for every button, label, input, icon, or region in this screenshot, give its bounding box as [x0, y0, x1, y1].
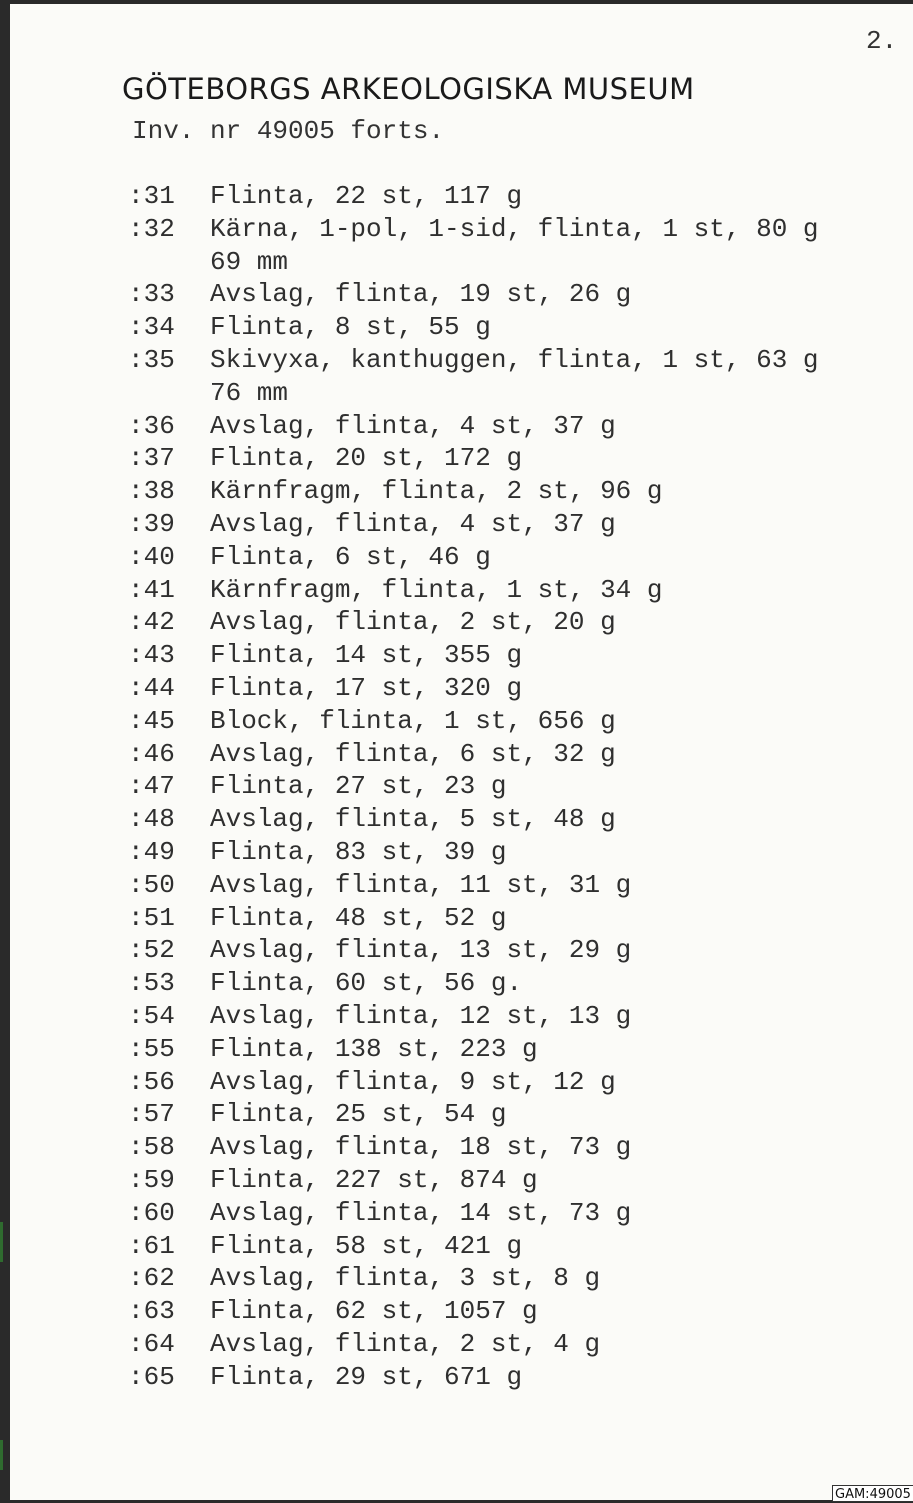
entry-text: Flinta, 58 st, 421 g — [210, 1230, 523, 1261]
list-item — [128, 442, 908, 475]
list-item — [128, 639, 908, 672]
entry-text: Avslag, flinta, 6 st, 32 g — [210, 738, 616, 769]
list-item — [128, 1033, 908, 1066]
list-item — [128, 902, 908, 935]
entry-number: :61 — [128, 1230, 175, 1261]
entry-text: Skivyxa, kanthuggen, flinta, 1 st, 63 g — [210, 344, 819, 375]
entry-number: :60 — [128, 1197, 175, 1228]
entry-number: :35 — [128, 344, 175, 375]
entry-number: :47 — [128, 771, 175, 802]
list-item — [128, 475, 908, 508]
entry-text: Flinta, 27 st, 23 g — [210, 771, 507, 802]
entry-number: :33 — [128, 279, 175, 310]
entry-text: Flinta, 138 st, 223 g — [210, 1033, 538, 1064]
entry-number: :50 — [128, 869, 175, 900]
entry-number: :51 — [128, 902, 175, 933]
list-item — [128, 869, 908, 902]
entry-text: Flinta, 48 st, 52 g — [210, 902, 507, 933]
entry-text: Flinta, 6 st, 46 g — [210, 541, 491, 572]
entry-number: :57 — [128, 1099, 175, 1130]
list-item — [128, 803, 908, 836]
list-item — [128, 344, 908, 377]
entry-number: :42 — [128, 607, 175, 638]
museum-header: GÖTEBORGS ARKEOLOGISKA MUSEUM — [122, 72, 695, 106]
entry-text: Avslag, flinta, 4 st, 37 g — [210, 508, 616, 539]
margin-mark — [0, 1440, 3, 1470]
list-item — [128, 606, 908, 639]
catalog-card — [10, 4, 913, 1500]
entry-number: :45 — [128, 705, 175, 736]
entry-number: :39 — [128, 508, 175, 539]
entry-number: :46 — [128, 738, 175, 769]
list-item — [128, 1000, 908, 1033]
list-item — [128, 180, 908, 213]
list-item-continuation — [128, 246, 908, 279]
entry-text: Kärnfragm, flinta, 1 st, 34 g — [210, 574, 663, 605]
list-item — [128, 705, 908, 738]
entry-text: Avslag, flinta, 14 st, 73 g — [210, 1197, 632, 1228]
page-number: 2. — [866, 26, 898, 56]
entry-text: Avslag, flinta, 3 st, 8 g — [210, 1263, 601, 1294]
list-item — [128, 836, 908, 869]
entry-number: :55 — [128, 1033, 175, 1064]
list-item — [128, 672, 908, 705]
entry-text: Flinta, 22 st, 117 g — [210, 181, 523, 211]
entry-text: Avslag, flinta, 12 st, 13 g — [210, 1000, 632, 1031]
entry-number: :36 — [128, 410, 175, 441]
entry-text: 76 mm — [210, 377, 289, 408]
entry-number: :31 — [128, 181, 175, 211]
list-item — [128, 934, 908, 967]
list-item — [128, 508, 908, 541]
list-item — [128, 541, 908, 574]
list-item — [128, 574, 908, 607]
entry-number: :37 — [128, 443, 175, 474]
margin-mark — [0, 1222, 3, 1262]
entry-text: Flinta, 62 st, 1057 g — [210, 1296, 538, 1327]
entry-text: Avslag, flinta, 13 st, 29 g — [210, 935, 632, 966]
entry-text: Avslag, flinta, 9 st, 12 g — [210, 1066, 616, 1097]
entry-text: Block, flinta, 1 st, 656 g — [210, 705, 616, 736]
entry-text: Flinta, 227 st, 874 g — [210, 1164, 538, 1195]
entry-text: Flinta, 60 st, 56 g. — [210, 968, 523, 999]
entry-number: :43 — [128, 640, 175, 671]
entry-text: Avslag, flinta, 19 st, 26 g — [210, 279, 632, 310]
entry-text: Flinta, 29 st, 671 g — [210, 1361, 523, 1392]
entry-text: Kärnfragm, flinta, 2 st, 96 g — [210, 476, 663, 507]
entry-text: Avslag, flinta, 4 st, 37 g — [210, 410, 616, 441]
inventory-number: Inv. nr 49005 forts. — [132, 116, 445, 146]
entry-number: :38 — [128, 476, 175, 507]
entry-text: Avslag, flinta, 11 st, 31 g — [210, 869, 632, 900]
list-item — [128, 1131, 908, 1164]
list-item — [128, 1328, 908, 1361]
entry-text: 69 mm — [210, 246, 289, 277]
list-item — [128, 738, 908, 771]
entry-number: :41 — [128, 574, 175, 605]
entry-text: Avslag, flinta, 2 st, 4 g — [210, 1328, 601, 1359]
entry-number: :53 — [128, 968, 175, 999]
entry-text: Avslag, flinta, 18 st, 73 g — [210, 1132, 632, 1163]
list-item — [128, 967, 908, 1000]
entry-number: :52 — [128, 935, 175, 966]
entry-number: :65 — [128, 1361, 175, 1392]
entry-number: :59 — [128, 1164, 175, 1195]
entry-text: Flinta, 83 st, 39 g — [210, 836, 507, 867]
entry-text: Kärna, 1-pol, 1-sid, flinta, 1 st, 80 g — [210, 213, 819, 244]
list-item-continuation — [128, 377, 908, 410]
entry-number: :58 — [128, 1132, 175, 1163]
entry-text: Flinta, 8 st, 55 g — [210, 312, 491, 343]
entry-number: :44 — [128, 672, 175, 703]
entry-number: :63 — [128, 1296, 175, 1327]
list-item — [128, 1164, 908, 1197]
entry-number: :56 — [128, 1066, 175, 1097]
list-item — [128, 770, 908, 803]
entry-text: Flinta, 17 st, 320 g — [210, 672, 523, 703]
list-item — [128, 311, 908, 344]
entry-number: :62 — [128, 1263, 175, 1294]
list-item — [128, 1098, 908, 1131]
entry-number: :54 — [128, 1000, 175, 1031]
entry-text: Flinta, 14 st, 355 g — [210, 640, 523, 671]
entry-text: Flinta, 25 st, 54 g — [210, 1099, 507, 1130]
list-item — [128, 1197, 908, 1230]
entry-text: Avslag, flinta, 2 st, 20 g — [210, 607, 616, 638]
entry-number: :48 — [128, 804, 175, 835]
list-item — [128, 213, 908, 246]
entry-text: Avslag, flinta, 5 st, 48 g — [210, 804, 616, 835]
entry-list — [128, 180, 908, 1393]
archive-id-tag: GAM:49005 — [832, 1485, 913, 1502]
entry-text: Flinta, 20 st, 172 g — [210, 443, 523, 474]
entry-number: :34 — [128, 312, 175, 343]
entry-number: :32 — [128, 213, 175, 244]
entry-number: :49 — [128, 836, 175, 867]
entry-number: :40 — [128, 541, 175, 572]
list-item — [128, 278, 908, 311]
list-item — [128, 1295, 908, 1328]
list-item — [128, 1066, 908, 1099]
entry-number: :64 — [128, 1328, 175, 1359]
list-item — [128, 1262, 908, 1295]
list-item — [128, 1361, 908, 1394]
list-item — [128, 410, 908, 443]
list-item — [128, 1230, 908, 1263]
